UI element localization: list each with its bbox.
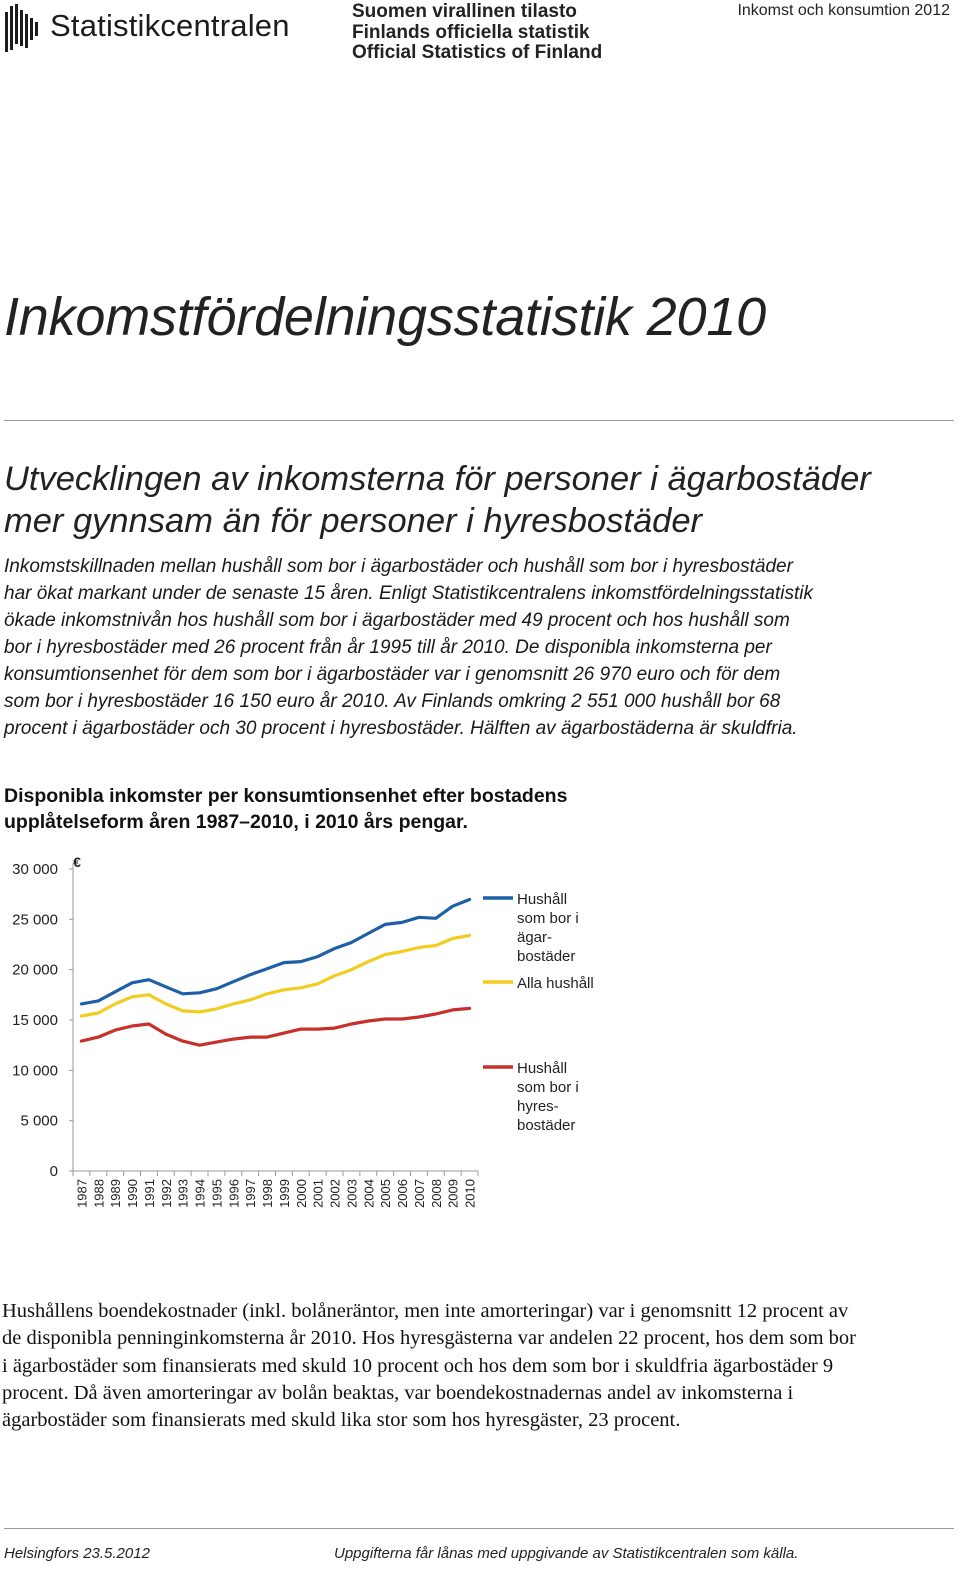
x-tick-label: 2000 [293,1179,309,1208]
y-tick-label: 25 000 [12,911,58,929]
y-axis-unit: € [73,854,81,870]
chart-title [4,783,624,835]
x-tick-label: 1996 [226,1179,242,1208]
x-tick-label: 1993 [175,1179,191,1208]
legend-label: Alla hushåll [517,975,594,992]
official-line-en: Official Statistics of Finland [352,42,603,63]
y-tick-label: 5 000 [20,1112,58,1130]
x-tick-label: 1989 [108,1179,124,1208]
x-tick-label: 1990 [125,1179,141,1208]
footer-source-note: Uppgifterna får lånas med uppgivande av Statistikcentralen som källa. [334,1545,799,1562]
ingress-line: ökade inkomstnivån hos hushåll som bor i ägarbostäder med 49 procent och hos hushåll som [4,610,790,631]
legend-label: bostäder [517,948,576,965]
chart-title-line: upplåtelseform åren 1987–2010, i 2010 års pengar. [4,811,468,833]
publication-name: Inkomst och konsumtion 2012 [737,2,950,19]
y-tick-label: 30 000 [12,861,58,878]
x-tick-label: 1998 [260,1179,276,1208]
official-line-sv: Finlands officiella statistik [352,21,590,43]
x-tick-label: 2010 [462,1179,478,1208]
series-line [81,900,469,1004]
y-tick-label: 20 000 [12,961,58,979]
ingress-line: procent i ägarbostäder och 30 procent i hyresbostäder. Hälften av ägarbostäderna är skuldfria. [4,718,798,739]
ingress-line: har ökat markant under de senaste 15 åren. Enligt Statistikcentralens inkomstfördelningsstatistik [4,583,813,604]
y-tick-label: 10 000 [12,1062,58,1080]
x-tick-label: 2001 [310,1179,326,1208]
y-tick-label: 0 [49,1163,58,1180]
footer-divider [4,1528,954,1529]
body-line: i ägarbostäder som finansierats med skuld 10 procent och hos dem som bor i skuldfria ägarbostäder 9 [2,1354,834,1377]
body-line: Hushållens boendekostnader (inkl. bolåneräntor, men inte amorteringar) var i genomsnitt 12 procent av [2,1300,849,1322]
x-tick-label: 1987 [74,1179,90,1208]
x-tick-label: 2008 [428,1179,444,1208]
article-headline [4,458,956,542]
headline-line: mer gynnsam än för personer i hyresbostäder [4,502,703,540]
ingress-line: som bor i hyresbostäder 16 150 euro år 2010. Av Finlands omkring 2 551 000 hushåll bor 68 [4,691,781,712]
x-tick-label: 2007 [411,1179,427,1208]
series-line [81,1008,469,1045]
body-line: procent. Då även amorteringar av bolån beaktas, var boendekostnadernas andel av inkomsterna i [2,1381,794,1404]
x-tick-label: 1988 [91,1179,107,1208]
x-tick-label: 1997 [243,1179,259,1208]
official-statistics-label [352,2,602,64]
x-tick-label: 1999 [276,1179,292,1208]
legend-label: hyres- [517,1098,559,1115]
ingress-line: konsumtionsenhet för dem som bor i ägarbostäder var i genomsnitt 26 970 euro och för dem [4,664,781,685]
x-tick-label: 1991 [141,1179,157,1208]
income-line-chart [0,850,620,1220]
y-tick-label: 15 000 [12,1012,58,1029]
legend-label: som bor i [517,910,579,927]
x-tick-label: 2004 [361,1179,377,1208]
legend-label: bostäder [517,1117,576,1134]
legend-label: som bor i [517,1079,579,1096]
ingress-line: bor i hyresbostäder med 26 procent från år 1995 till år 2010. De disponibla inkomsterna per [4,637,772,658]
body-line: ägarbostäder som finansierats med skuld lika stor som hos hyresgäster, 23 procent. [2,1409,681,1432]
series-line [81,935,469,1016]
legend-label: Hushåll [517,891,568,908]
title-divider [4,420,954,421]
page-title: Inkomstfördelningsstatistik 2010 [4,287,766,347]
x-tick-label: 2003 [344,1179,360,1208]
x-tick-label: 1994 [192,1179,208,1208]
ingress-line: Inkomstskillnaden mellan hushåll som bor i ägarbostäder och hushåll som bor i hyresbostäder [4,556,793,577]
body-paragraph [2,1298,954,1434]
legend-label: ägar- [517,929,553,946]
legend-label: Hushåll [517,1060,568,1077]
official-line-fi: Suomen virallinen tilasto [352,1,577,22]
headline-line: Utvecklingen av inkomsterna för personer i ägarbostäder [4,460,871,498]
x-tick-label: 1992 [158,1179,174,1208]
x-tick-label: 2002 [327,1179,343,1208]
statistics-finland-logo-icon [4,4,42,52]
x-tick-label: 2009 [445,1179,461,1208]
ingress-paragraph [4,553,954,742]
body-line: de disponibla penninginkomsterna år 2010. Hos hyresgästerna var andelen 22 procent, hos dem som bor [2,1327,856,1350]
x-tick-label: 2006 [395,1179,411,1208]
chart-title-line: Disponibla inkomster per konsumtionsenhet efter bostadens [4,785,568,807]
footer-place-date: Helsingfors 23.5.2012 [4,1545,150,1562]
logo-wordmark: Statistikcentralen [50,8,290,43]
x-tick-label: 2005 [378,1179,394,1208]
x-tick-label: 1995 [209,1179,225,1208]
